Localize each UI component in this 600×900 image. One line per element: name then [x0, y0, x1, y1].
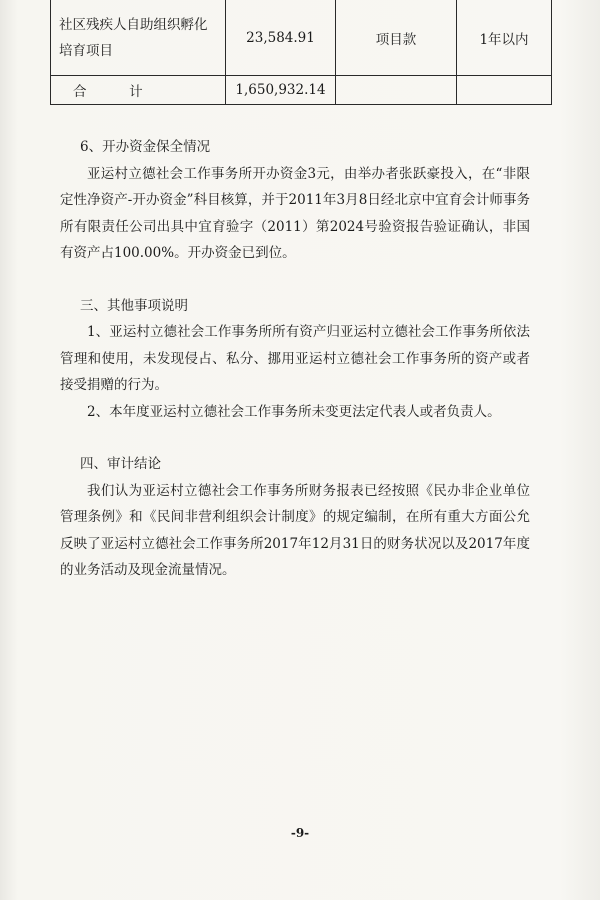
section4-body: 我们认为亚运村立德社会工作事务所财务报表已经按照《民办非企业单位管理条例》和《民间非营利组织会计制度》的规定编制，在所有重大方面公允反映了亚运村立德社会工作事务所2017年12月31日的财务状况以及2017年度的业务活动及现金流量情况。 [60, 482, 530, 578]
cell-item: 社区残疾人自助组织孵化培育项目 [51, 0, 226, 76]
page-number: -9- [290, 826, 310, 840]
cell-total-label [51, 76, 226, 105]
cell-term: 1年以内 [457, 0, 552, 76]
section4-heading: 四、审计结论 [80, 456, 161, 472]
section3-heading: 三、其他事项说明 [80, 297, 188, 314]
funds-table [50, 0, 552, 105]
cell-total-empty-1 [336, 76, 457, 105]
section3-item1: 1、亚运村立德社会工作事务所所有资产归亚运村立德社会工作事务所依法管理和使用，未发现侵占、私分、挪用亚运村立德社会工作事务所的资产或者接受捐赠的行为。 [60, 324, 530, 393]
section6-body: 亚运村立德社会工作事务所开办资金3元，由举办者张跃豪投入，在“非限定性净资产-开办资金”科目核算，并于2011年3月8日经北京中宜育会计师事务所有限责任公司出具中宜育验字（2011）第2024号验资报告验证确认，非国有资产占100.00%。开办资金已到位。 [60, 165, 530, 261]
section3-item2: 2、本年度亚运村立德社会工作事务所未变更法定代表人或者负责人。 [87, 403, 501, 420]
table-total-row [51, 76, 552, 105]
total-label-left: 合 [73, 84, 87, 100]
cell-total-amount: 1,650,932.14 [226, 76, 336, 105]
cell-type: 项目款 [336, 0, 457, 76]
cell-total-empty-2 [457, 76, 552, 105]
cell-amount: 23,584.91 [226, 0, 336, 76]
document-body [60, 134, 530, 584]
total-label-right: 计 [129, 84, 143, 100]
section6-heading: 6、开办资金保全情况 [80, 139, 211, 155]
table-row [51, 0, 552, 76]
